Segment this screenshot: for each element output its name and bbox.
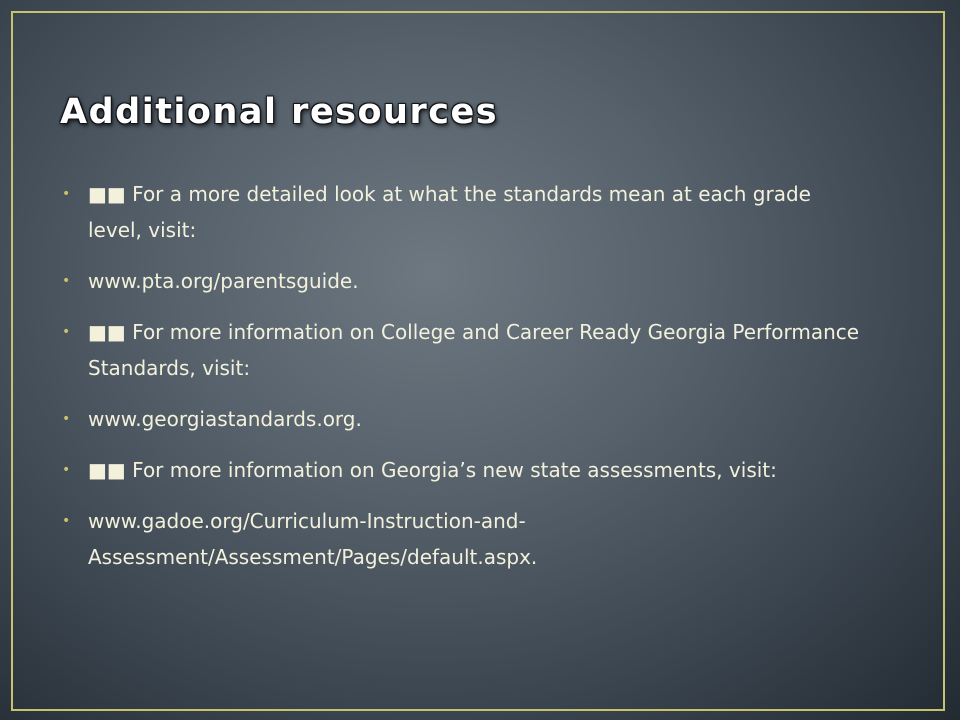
bullet-url-text[interactable]: www.gadoe.org/Curriculum-Instruction-and-Assessment/Assessment/Pages/default.aspx. xyxy=(88,509,538,569)
bullet-url-text[interactable]: www.pta.org/parentsguide. xyxy=(88,269,359,293)
bullet-item xyxy=(60,176,870,248)
bullet-url-text[interactable]: www.georgiastandards.org. xyxy=(88,407,362,431)
bullet-marker-icon: • xyxy=(62,324,71,340)
bullet-list xyxy=(60,176,870,590)
bullet-marker-icon: • xyxy=(62,186,71,202)
bullet-item-link xyxy=(60,503,870,575)
bullet-text: ■■ For more information on Georgia’s new state assessments, visit: xyxy=(88,458,777,482)
slide-title: Additional resources xyxy=(60,92,499,132)
bullet-marker-icon: • xyxy=(62,513,71,529)
bullet-item xyxy=(60,314,870,386)
bullet-text: ■■ For more information on College and Career Ready Georgia Performance Standards, visit: xyxy=(88,320,860,380)
bullet-text: ■■ For a more detailed look at what the standards mean at each grade level, visit: xyxy=(88,182,811,242)
bullet-marker-icon: • xyxy=(62,273,71,289)
bullet-marker-icon: • xyxy=(62,462,71,478)
bullet-item xyxy=(60,452,870,488)
bullet-marker-icon: • xyxy=(62,411,71,427)
bullet-item-link xyxy=(60,263,870,299)
bullet-item-link xyxy=(60,401,870,437)
